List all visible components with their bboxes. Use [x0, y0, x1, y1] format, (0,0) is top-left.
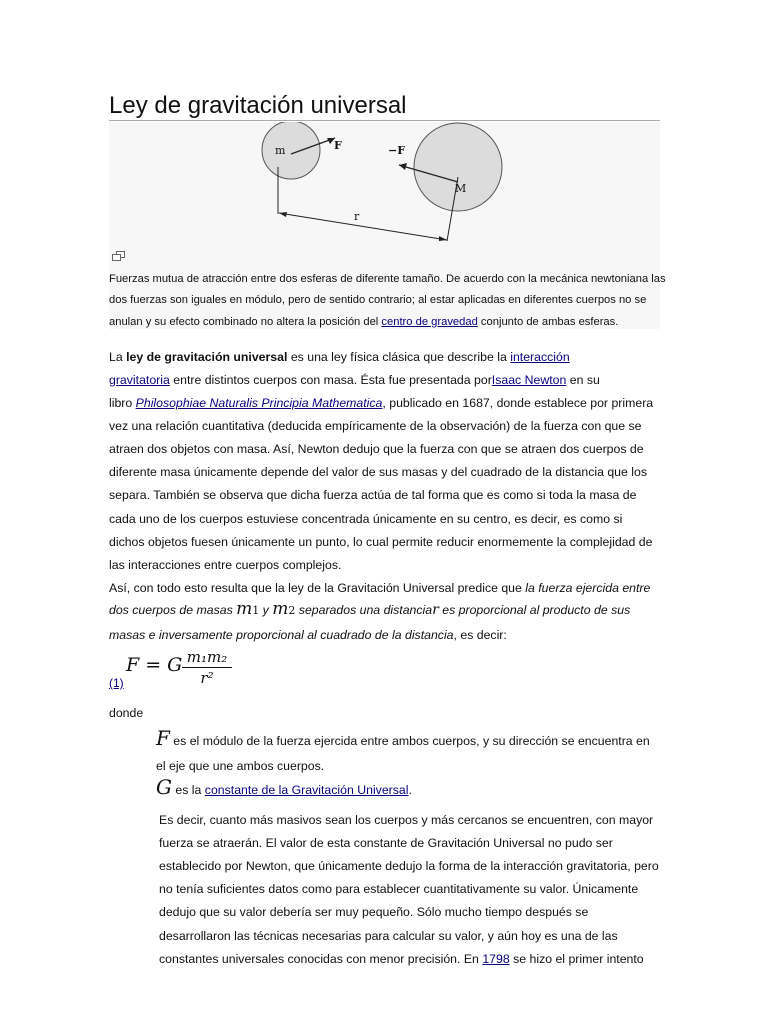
- page-title: Ley de gravitación universal: [109, 92, 407, 119]
- text-line: [109, 627, 507, 643]
- link-gravitatoria[interactable]: gravitatoria: [109, 373, 170, 387]
- text: es la: [171, 783, 205, 797]
- label-F: F: [334, 139, 342, 152]
- def-G: [156, 775, 412, 799]
- text: y: [259, 603, 273, 617]
- text-line: Es decir, cuanto más masivos sean los cuerpos y más cercanos se encuentren, con mayor: [159, 813, 654, 827]
- donde-label: donde: [109, 706, 144, 720]
- equation-numerator: m₁m₂: [186, 648, 228, 666]
- text: La: [109, 350, 127, 364]
- small-sphere: [262, 122, 320, 179]
- fraction-bar: [182, 667, 232, 668]
- math-F: F: [156, 726, 170, 750]
- text-line: desarrollaron las técnicas necesarias para calcular su valor, y aún hoy es una de las: [159, 929, 618, 943]
- caption-text: conjunto de ambas esferas.: [477, 316, 619, 328]
- arrowhead-negf: [399, 163, 407, 170]
- math-m1: m: [236, 599, 253, 619]
- text-line: diferente masa únicamente depende del valor de sus masas y del cuadrado de la distancia que los: [109, 465, 647, 479]
- math-m1-sub: 1: [252, 604, 260, 617]
- text: .: [408, 783, 412, 797]
- link-1798[interactable]: 1798: [482, 952, 510, 966]
- text: es una ley física clásica que describe la: [287, 350, 511, 364]
- equation-ref: [109, 676, 124, 690]
- text: , publicado en 1687, donde establece por primera: [382, 396, 654, 410]
- link-centro-de-gravedad[interactable]: centro de gravedad: [381, 316, 478, 328]
- text-line: establecido por Newton, que únicamente dedujo la forma de la interacción gravitatoria, pero: [159, 859, 659, 873]
- math-m2: m: [272, 599, 289, 619]
- text: dos cuerpos de masas: [109, 603, 237, 617]
- caption-text: anulan y su efecto combinado no altera la posición del: [109, 316, 382, 328]
- text: libro: [109, 396, 136, 410]
- text: entre distintos cuerpos con masa. Ésta fue presentada por: [169, 373, 492, 387]
- caption-line: Fuerzas mutua de atracción entre dos esferas de diferente tamaño. De acuerdo con la mecánica newtoniana las: [109, 273, 666, 285]
- label-m: m: [275, 144, 286, 157]
- text: constantes universales conocidas con menor precisión. En: [159, 952, 483, 966]
- text-line: [109, 395, 653, 411]
- enlarge-icon[interactable]: [112, 251, 125, 261]
- label-r: r: [354, 210, 360, 223]
- equation-lhs: F = G: [126, 654, 183, 676]
- large-sphere: [414, 123, 502, 211]
- caption-line: dos fuerzas son iguales en módulo, pero de sentido contrario; al estar aplicadas en diferentes cuerpos no se: [109, 294, 647, 306]
- text: es proporcional al producto de sus: [438, 603, 631, 617]
- def-F: [156, 726, 650, 750]
- caption-line: [109, 315, 660, 329]
- link-principia[interactable]: Philosophiae Naturalis Principia Mathematica: [135, 396, 383, 410]
- text: es el módulo de la fuerza ejercida entre ambos cuerpos, y su dirección se encuentra en: [169, 734, 650, 748]
- text-line: el eje que une ambos cuerpos.: [156, 759, 325, 773]
- text: se hizo el primer intento: [509, 952, 644, 966]
- text-line: fuerza se atraerán. El valor de esta constante de Gravitación Universal no pudo ser: [159, 836, 613, 850]
- text-line: [109, 349, 570, 365]
- text-line: separa. También se observa que dicha fuerza actúa de tal forma que es como si toda la masa de: [109, 488, 637, 502]
- text-line: dedujo que su valor debería ser muy pequeño. Sólo mucho tiempo después se: [159, 905, 589, 919]
- text: separados una distancia: [295, 603, 433, 617]
- text-line: [109, 372, 600, 388]
- text-line: [109, 580, 650, 596]
- link-constante-gravitacion[interactable]: constante de la Gravitación Universal: [204, 783, 409, 797]
- text-line: atraen dos objetos con masa. Así, Newton dedujo que la fuerza con que se atraen dos cuerpos de: [109, 442, 644, 456]
- link-interaccion[interactable]: interacción: [510, 350, 570, 364]
- label-M: M: [455, 182, 467, 195]
- text-italic: la fuerza ejercida entre: [525, 581, 651, 595]
- r-dimension-line: [279, 213, 447, 240]
- equation-ref-link[interactable]: (1): [109, 676, 124, 690]
- text-line: [109, 601, 630, 619]
- link-isaac-newton[interactable]: Isaac Newton: [491, 373, 567, 387]
- term-bold: ley de gravitación universal: [126, 350, 288, 364]
- text: , es decir:: [453, 628, 507, 642]
- math-r: r: [432, 602, 439, 618]
- text-italic: masas e inversamente proporcional al cuadrado de la distancia: [109, 628, 454, 642]
- label-neg-F: −F: [388, 144, 406, 157]
- gravitation-diagram: [109, 122, 660, 252]
- math-G: G: [156, 775, 172, 799]
- text-line: [159, 951, 644, 967]
- math-m2-sub: 2: [288, 604, 296, 617]
- text: Así, con todo esto resulta que la ley de la Gravitación Universal predice que: [109, 581, 526, 595]
- text: en su: [566, 373, 600, 387]
- text-line: las interacciones entre cuerpos complejos.: [109, 558, 342, 572]
- figure: [109, 122, 666, 329]
- title-divider: [109, 120, 660, 121]
- text-line: no tenía suficientes datos como para establecer cuantitativamente su valor. Únicamente: [159, 882, 639, 896]
- equation-denominator: r²: [200, 669, 214, 687]
- text-line: cada uno de los cuerpos estuviese concentrada únicamente en su centro, es decir, es como si: [109, 512, 623, 526]
- text-line: vez una relación cuantitativa (deducida empíricamente de la observación) de la fuerza con que se: [109, 419, 642, 433]
- text-line: dichos objetos fuesen únicamente un punto, lo cual permite reducir enormemente la complejidad de: [109, 535, 653, 549]
